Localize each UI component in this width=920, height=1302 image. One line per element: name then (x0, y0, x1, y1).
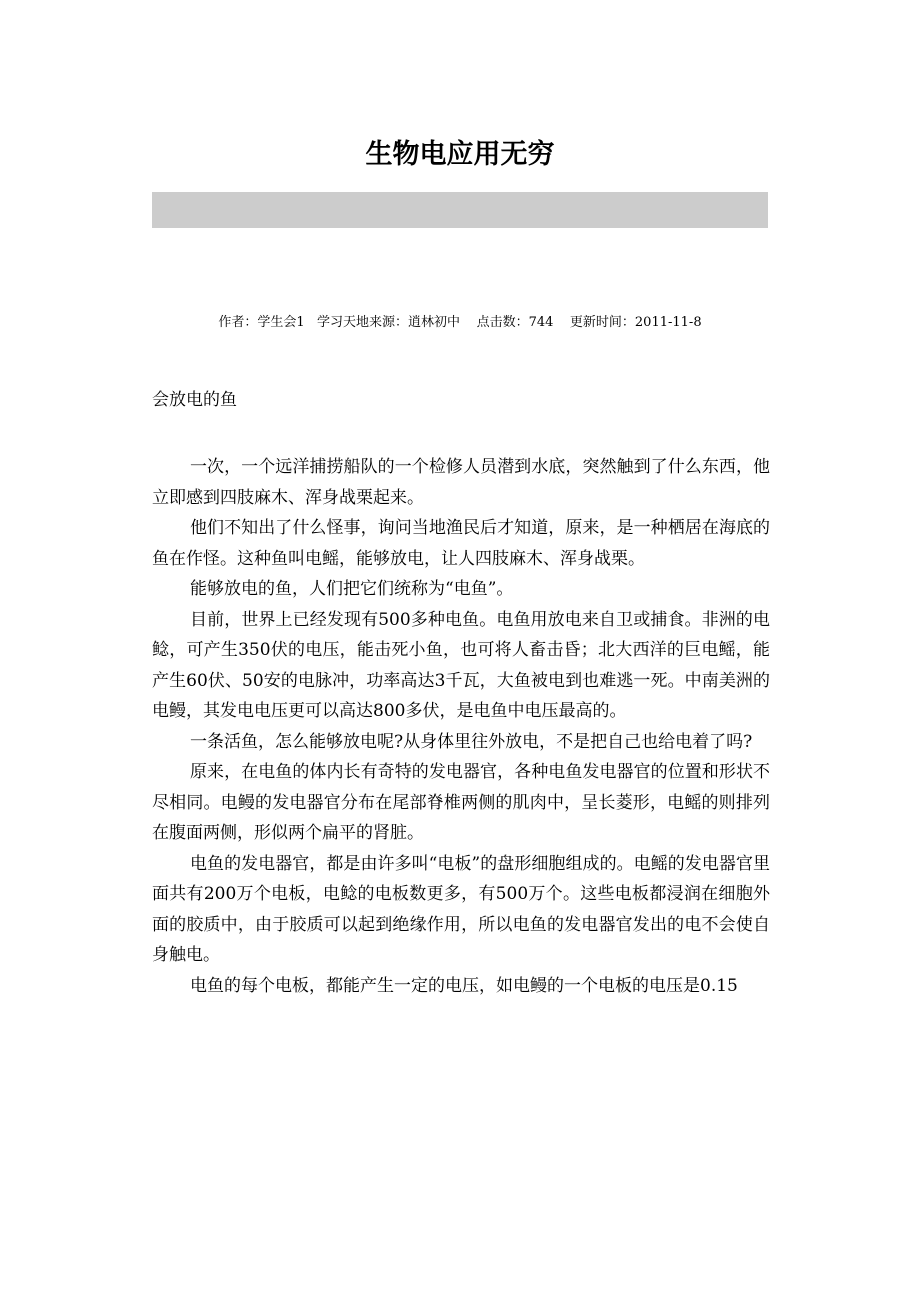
paragraph: 能够放电的鱼，人们把它们统称为“电鱼”。 (190, 579, 514, 599)
paragraph: 电鱼的每个电板，都能产生一定的电压，如电鳗的一个电板的电压是0.15 (190, 975, 738, 996)
article-body (152, 452, 770, 1001)
paragraph: 他们不知出了什么怪事，询问当地渔民后才知道，原来，是一种栖居在海底的鱼在作怪。这种鱼叫电鳐，能够放电，让人四肢麻木、浑身战栗。 (152, 518, 770, 569)
paragraph: 目前，世界上已经发现有500多种电鱼。电鱼用放电来自卫或捕食。非洲的电鲶，可产生350伏的电压，能击死小鱼，也可将人畜击昏；北大西洋的巨电鳐，能产生60伏、50安的电脉冲，功率高达3千瓦，大鱼被电到也难逃一死。中南美洲的电鳗，其发电电压更可以高达800多伏，是电鱼中电压最高的。 (152, 609, 770, 721)
paragraph: 电鱼的发电器官，都是由许多叫“电板”的盘形细胞组成的。电鳐的发电器官里面共有200万个电板，电鲶的电板数更多，有500万个。这些电板都浸润在细胞外面的胶质中，由于胶质可以起到绝缘作用，所以电鱼的发电器官发出的电不会使自身触电。 (152, 853, 770, 965)
gray-banner (152, 192, 768, 228)
page-title: 生物电应用无穷 (365, 139, 555, 170)
paragraph: 一条活鱼，怎么能够放电呢?从身体里往外放电，不是把自己也给电着了吗? (190, 731, 753, 752)
paragraph: 一次，一个远洋捕捞船队的一个检修人员潜到水底，突然触到了什么东西，他立即感到四肢麻木、浑身战栗起来。 (152, 457, 770, 508)
section-heading: 会放电的鱼 (152, 390, 237, 410)
paragraph: 原来，在电鱼的体内长有奇特的发电器官，各种电鱼发电器官的位置和形状不尽相同。电鳗的发电器官分布在尾部脊椎两侧的肌肉中，呈长菱形，电鳐的则排列在腹面两侧，形似两个扁平的肾脏。 (152, 762, 770, 843)
article-meta: 作者：学生会1 学习天地来源：逍林初中 点击数：744 更新时间：2011-11-8 (218, 315, 702, 330)
